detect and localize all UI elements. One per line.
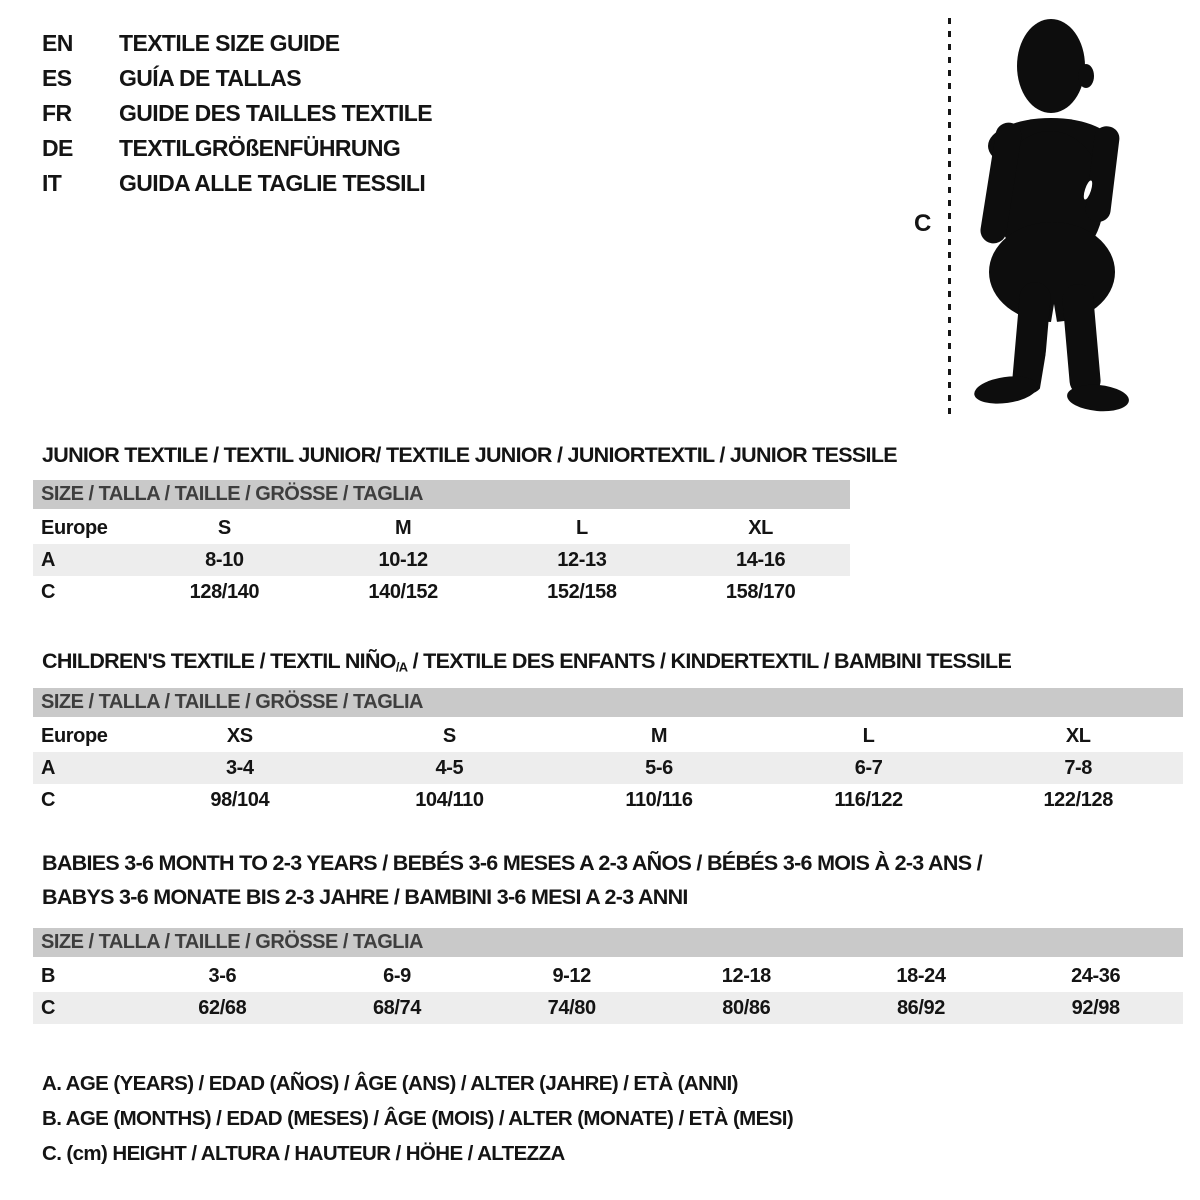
table-row xyxy=(33,544,850,576)
language-row-it xyxy=(42,166,432,201)
row-label-cell: C xyxy=(41,580,56,603)
value-cell: 14-16 xyxy=(736,548,786,571)
value-cell: L xyxy=(575,516,588,539)
table-row xyxy=(33,992,1183,1024)
table-row xyxy=(33,752,1183,784)
value-cell: 5-6 xyxy=(645,756,673,779)
language-row-en xyxy=(42,26,432,61)
language-row-es xyxy=(42,61,432,96)
babies-size-header-bar xyxy=(33,928,1183,957)
value-cell: M xyxy=(394,516,412,539)
value-cell: S xyxy=(442,724,456,747)
value-cell: 110/116 xyxy=(625,788,693,811)
language-code: ES xyxy=(42,65,72,91)
children-size-header-bar xyxy=(33,688,1183,717)
legend-line-a: A. AGE (YEARS) / EDAD (AÑOS) / ÂGE (ANS) / ALTER (JAHRE) / ETÀ (ANNI) xyxy=(42,1072,738,1095)
value-cell: 92/98 xyxy=(1071,996,1120,1019)
junior-size-header-bar xyxy=(33,480,850,509)
junior-size-table xyxy=(33,512,850,608)
value-cell: 24-36 xyxy=(1071,964,1121,987)
language-label: TEXTILGRÖßENFÜHRUNG xyxy=(119,135,401,161)
language-label: TEXTILE SIZE GUIDE xyxy=(119,30,340,56)
language-code: EN xyxy=(42,30,73,56)
value-cell: XS xyxy=(226,724,253,747)
value-cell: 62/68 xyxy=(198,996,247,1019)
value-cell: S xyxy=(217,516,231,539)
language-list xyxy=(42,26,432,201)
language-label: GUÍA DE TALLAS xyxy=(119,65,301,91)
value-cell: 68/74 xyxy=(372,996,422,1019)
table-row xyxy=(33,512,850,544)
row-label-cell: B xyxy=(41,964,56,987)
value-cell: 116/122 xyxy=(834,788,903,811)
language-label: GUIDE DES TAILLES TEXTILE xyxy=(119,100,432,126)
value-cell: 9-12 xyxy=(552,964,591,987)
row-label-cell: A xyxy=(41,756,56,779)
children-title-suffix: / TEXTILE DES ENFANTS / KINDERTEXTIL / BAMBINI TESSILE xyxy=(407,649,1012,673)
language-row-de xyxy=(42,131,432,166)
value-cell: 8-10 xyxy=(205,548,244,571)
size-header-label: SIZE / TALLA / TAILLE / GRÖSSE / TAGLIA xyxy=(41,691,423,713)
value-cell: 98/104 xyxy=(210,788,270,811)
size-header-label: SIZE / TALLA / TAILLE / GRÖSSE / TAGLIA xyxy=(41,931,423,953)
height-measure-label: C xyxy=(914,210,932,237)
value-cell: 10-12 xyxy=(378,548,428,571)
table-row xyxy=(33,720,1183,752)
value-cell: 4-5 xyxy=(435,756,464,779)
table-row xyxy=(33,960,1183,992)
children-size-table xyxy=(33,720,1183,816)
value-cell: 140/152 xyxy=(368,580,438,603)
babies-title-line1: BABIES 3-6 MONTH TO 2-3 YEARS / BEBÉS 3-6 MESES A 2-3 AÑOS / BÉBÉS 3-6 MOIS À 2-3 ANS / xyxy=(42,851,982,875)
value-cell: M xyxy=(650,724,668,747)
value-cell: 12-18 xyxy=(721,964,771,987)
babies-section-title xyxy=(42,846,982,914)
babies-size-table xyxy=(33,960,1183,1024)
value-cell: 158/170 xyxy=(725,580,796,603)
legend-line-b: B. AGE (MONTHS) / EDAD (MESES) / ÂGE (MOIS) / ALTER (MONATE) / ETÀ (MESI) xyxy=(42,1107,794,1130)
value-cell: XL xyxy=(1065,724,1091,747)
size-header-label: SIZE / TALLA / TAILLE / GRÖSSE / TAGLIA xyxy=(41,483,423,505)
value-cell: 6-9 xyxy=(383,964,411,987)
row-label-cell: C xyxy=(41,996,56,1019)
table-row xyxy=(33,784,1183,816)
value-cell: 152/158 xyxy=(547,580,617,603)
legend-line-c: C. (cm) HEIGHT / ALTURA / HAUTEUR / HÖHE / ALTEZZA xyxy=(42,1142,565,1165)
children-section-title xyxy=(42,644,1011,685)
value-cell: 86/92 xyxy=(896,996,946,1019)
baby-silhouette-icon xyxy=(962,14,1147,418)
value-cell: 12-13 xyxy=(557,548,607,571)
language-row-fr xyxy=(42,96,432,131)
children-title-subscript: /A xyxy=(395,659,408,675)
language-code: DE xyxy=(42,135,73,161)
value-cell: XL xyxy=(748,516,773,539)
language-code: IT xyxy=(42,170,62,196)
value-cell: 7-8 xyxy=(1064,756,1093,779)
value-cell: 74/80 xyxy=(547,996,596,1019)
language-label: GUIDA ALLE TAGLIE TESSILI xyxy=(119,170,426,196)
table-row xyxy=(33,576,850,608)
value-cell: L xyxy=(862,724,875,747)
height-measure-dashed-line xyxy=(948,18,951,416)
row-label-cell: C xyxy=(41,788,56,811)
row-label-cell: Europe xyxy=(41,724,108,747)
junior-section-title: JUNIOR TEXTILE / TEXTIL JUNIOR/ TEXTILE JUNIOR / JUNIORTEXTIL / JUNIOR TESSILE xyxy=(42,443,897,467)
value-cell: 3-4 xyxy=(225,756,254,779)
value-cell: 3-6 xyxy=(208,964,237,987)
legend xyxy=(42,1066,793,1171)
children-title-prefix: CHILDREN'S TEXTILE / TEXTIL NIÑO xyxy=(42,649,396,673)
babies-title-line2: BABYS 3-6 MONATE BIS 2-3 JAHRE / BAMBINI 3-6 MESI A 2-3 ANNI xyxy=(42,885,688,909)
language-code: FR xyxy=(42,100,72,126)
value-cell: 104/110 xyxy=(415,788,484,811)
value-cell: 6-7 xyxy=(854,756,883,779)
value-cell: 80/86 xyxy=(722,996,771,1019)
row-label-cell: Europe xyxy=(41,516,108,539)
row-label-cell: A xyxy=(41,548,56,571)
value-cell: 122/128 xyxy=(1043,788,1113,811)
value-cell: 18-24 xyxy=(896,964,946,987)
value-cell: 128/140 xyxy=(189,580,260,603)
